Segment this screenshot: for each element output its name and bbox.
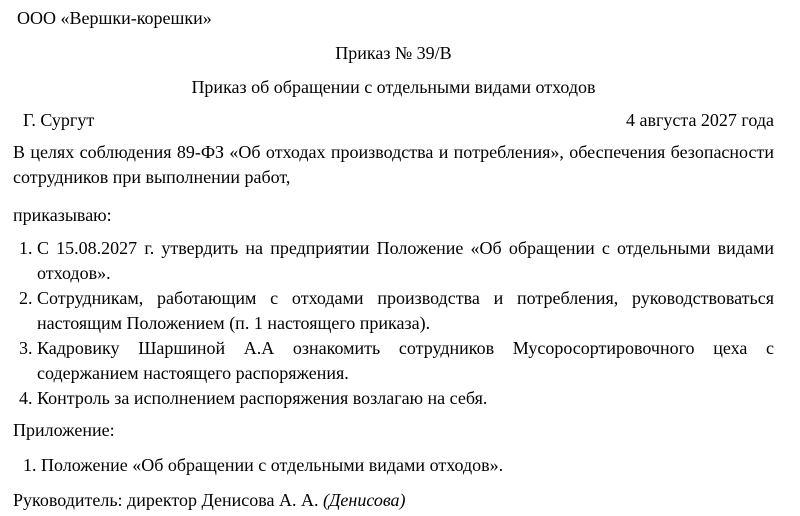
signature-text: Руководитель: директор Денисова А. А. xyxy=(13,490,319,510)
order-items-list xyxy=(13,236,774,411)
document-date: 4 августа 2027 года xyxy=(626,110,774,130)
appendix-items-list xyxy=(13,453,774,478)
order-item-4: 4. Контроль за исполнением распоряжения возлагаю на себя. xyxy=(37,386,774,411)
preamble-paragraph: В целях соблюдения 89-ФЗ «Об отходах производства и потребления», обеспечения безопасности сотрудников при выполнении работ, xyxy=(13,142,774,187)
appendix-item-1: 1. Положение «Об обращении с отдельными видами отходов». xyxy=(41,453,774,478)
place-date-row xyxy=(13,108,774,133)
order-item-3: 3. Кадровику Шаршиной А.А ознакомить сотрудников Мусоросортировочного цеха с содержанием настоящего распоряжения. xyxy=(37,336,774,386)
document-city: Г. Сургут xyxy=(23,110,95,130)
signature-line xyxy=(13,488,774,513)
order-number-title: Приказ № 39/В xyxy=(335,43,452,63)
order-item-2: 2. Сотрудникам, работающим с отходами производства и потребления, руководствоваться настоящим Положением (п. 1 настоящего приказа). xyxy=(37,286,774,336)
company-name: ООО «Вершки-корешки» xyxy=(17,8,212,28)
order-subject-title: Приказ об обращении с отдельными видами отходов xyxy=(191,77,596,97)
order-word: приказываю: xyxy=(13,205,112,225)
appendix-label: Приложение: xyxy=(13,420,115,440)
signature-handwritten-name: (Денисова) xyxy=(322,490,406,510)
order-item-1: 1. С 15.08.2027 г. утвердить на предприятии Положение «Об обращении с отдельными видами отходов». xyxy=(37,236,774,286)
